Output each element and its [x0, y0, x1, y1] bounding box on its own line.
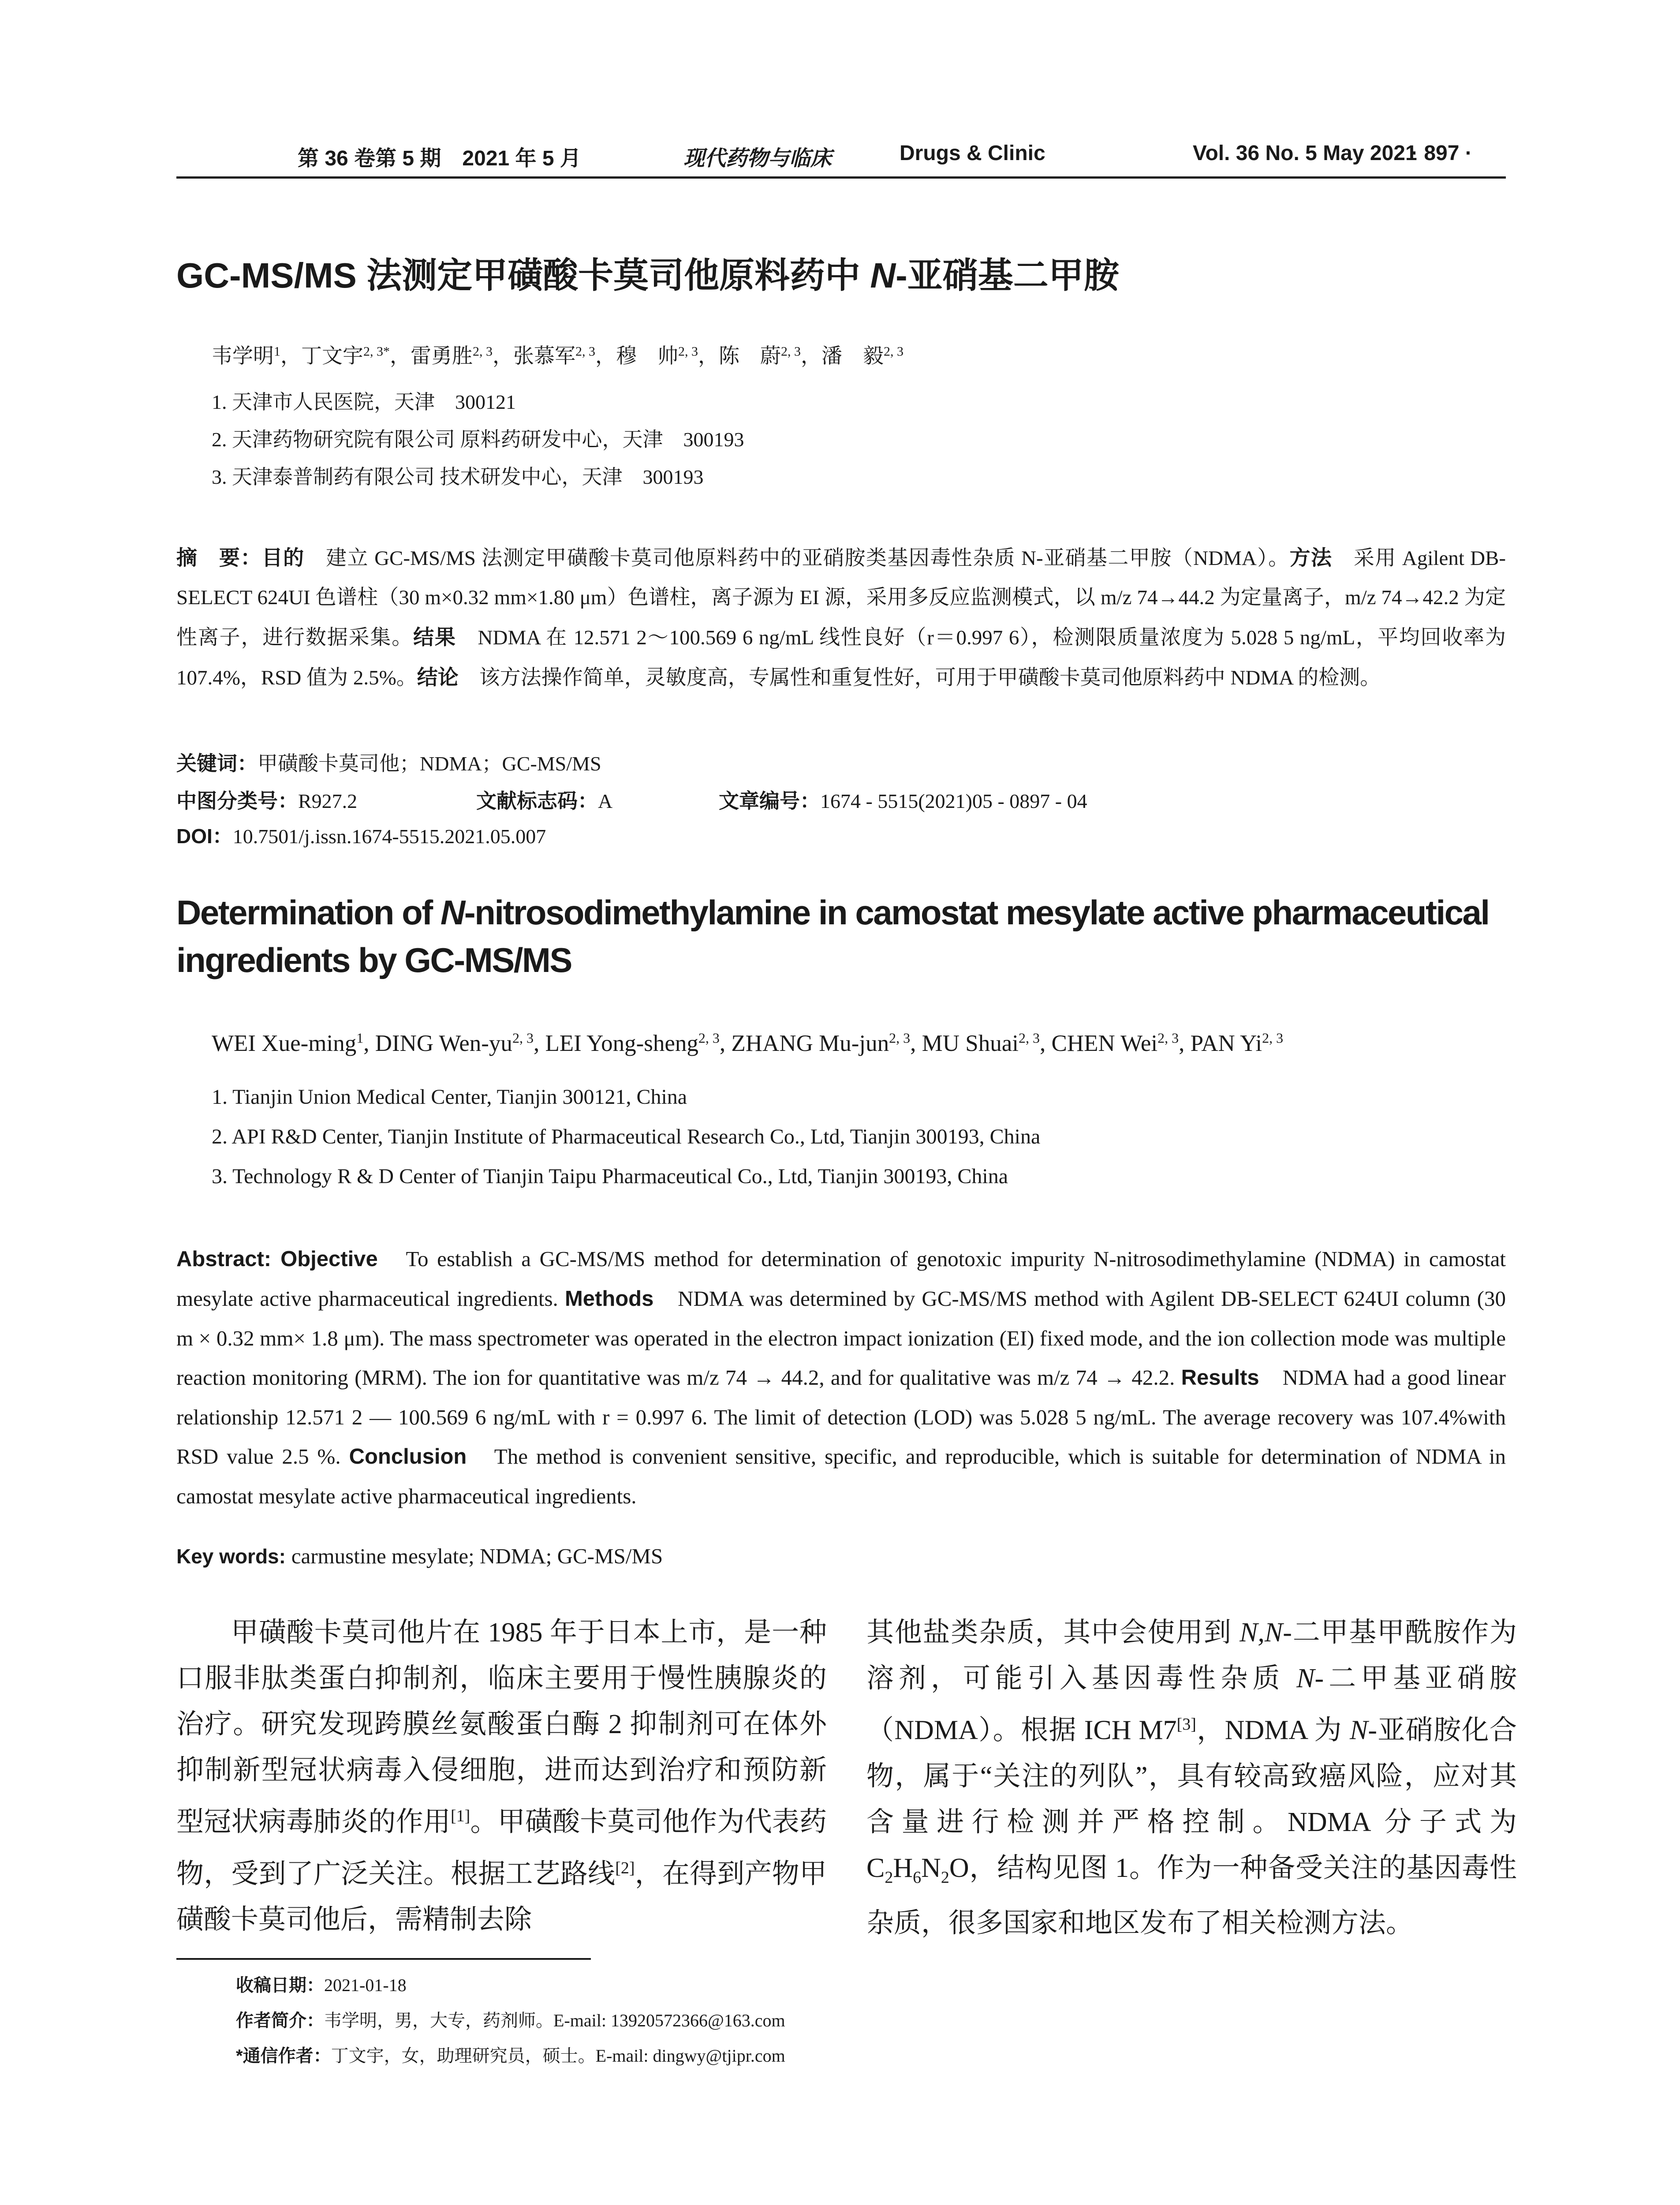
affiliation-en-1: 1. Tianjin Union Medical Center, Tianjin 300121, China	[212, 1085, 687, 1109]
journal-name-cn: 现代药物与临床	[683, 146, 832, 171]
page-number: · 897 ·	[1411, 142, 1472, 165]
keywords-cn: 关键词：甲磺酸卡莫司他；NDMA；GC-MS/MS	[176, 752, 601, 775]
title-cn: GC-MS/MS 法测定甲磺酸卡莫司他原料药中 N-亚硝基二甲胺	[176, 256, 1119, 295]
abstract-cn: 摘 要：目的 建立 GC-MS/MS 法测定甲磺酸卡莫司他原料药中的亚硝胺类基因毒性杂质 N-亚硝基二甲胺（NDMA）。方法 采用 Agilent DB-SELECT 624UI 色谱柱（30 m×0.32 mm×1.80 μm）色谱柱，离子源为 EI 源，采用多反应监测模式，以 m/z 74→44.2 为定量离子，m/z 74→42.2 为定性离子，进行数据采集。结果 NDMA 在 12.571 2～100.569 6 ng/mL 线性良好（r＝0.997 6），检测限质量浓度为 5.028 5 ng/mL，平均回收率为 107.4%，RSD 值为 2.5%。结论 该方法操作简单，灵敏度高，专属性和重复性好，可用于甲磺酸卡莫司他原料药中 NDMA 的检测。	[176, 546, 1506, 689]
en-author-3: ZHANG Mu-jun$^{2, 3}$	[731, 1030, 911, 1056]
cn-author-2: 雷勇胜$^{2, 3}$	[411, 344, 493, 368]
affiliation-cn-1: 1. 天津市人民医院，天津 300121	[212, 391, 516, 413]
cn-author-5: 陈 蔚$^{2, 3}$	[719, 344, 801, 368]
affiliation-cn-3: 3. 天津泰普制药有限公司 技术研发中心，天津 300193	[212, 466, 704, 488]
footnote-received: 收稿日期：2021-01-18	[236, 1975, 407, 1995]
issue-cn: 第 36 卷第 5 期 2021 年 5 月	[298, 147, 581, 170]
affiliation-cn-2: 2. 天津药物研究院有限公司 原料药研发中心，天津 300193	[212, 428, 744, 451]
body-column-right: 其他盐类杂质，其中会使用到 N,N-二甲基甲酰胺作为溶剂，可能引入基因毒性杂质 N-二甲基亚硝胺（NDMA）。根据 ICH M7[3]，NDMA 为 N-亚硝胺化合物，属于“关注的列队”，具有较高致癌风险，应对其含量进行检测并严格控制。NDMA 分子式为 $C_2H_6N_2O$，结构见图 1。作为一种备受关注的基因毒性杂质，很多国家和地区发布了相关检测方法。	[866, 1618, 1517, 1939]
issue-en: Vol. 36 No. 5 May 2021	[1193, 142, 1417, 165]
authors-en: WEI Xue-ming$^1$, DING Wen-yu$^{2, 3}$, LEI Yong-sheng$^{2, 3}$, ZHANG Mu-jun$^{2, 3}$, MU Shuai$^{2, 3}$, CHEN Wei$^{2, 3}$, PAN Yi$^{2, 3}$	[212, 1030, 1284, 1056]
authors-cn: 韦学明$^1$，丁文宇$^{2, 3*}$，雷勇胜$^{2, 3}$，张慕军$^{2, 3}$，穆 帅$^{2, 3}$，陈 蔚$^{2, 3}$，潘 毅$^{2, 3}$	[212, 344, 903, 368]
cn-author-1: 丁文宇$^{2, 3*}$	[301, 344, 390, 368]
abstract-en: Abstract: Objective To establish a GC-MS/MS method for determination of genotoxic impurity N-nitrosodimethylamine (NDMA) in camostat mesylate active pharmaceutical ingredients. Methods NDMA was determined by GC-MS/MS method with Agilent DB-SELECT 624UI column (30 m × 0.32 mm× 1.8 μm). The mass spectrometer was operated in the electron impact ionization (EI) fixed mode, and the ion collection mode was multiple reaction monitoring (MRM). The ion for quantitative was m/z 74 → 44.2, and for qualitative was m/z 74 → 42.2. Results NDMA had a good linear relationship 12.571 2 — 100.569 6 ng/mL with r = 0.997 6. The limit of detection (LOD) was 5.028 5 ng/mL. The average recovery was 107.4%with RSD value 2.5 %. Conclusion The method is convenient sensitive, specific, and reproducible, which is suitable for determination of NDMA in camostat mesylate active pharmaceutical ingredients.	[176, 1247, 1506, 1508]
en-author-6: PAN Yi$^{2, 3}$	[1190, 1030, 1284, 1056]
title-en: Determination of N-nitrosodimethylamine in camostat mesylate active pharmaceutical ingredients by GC-MS/MS	[176, 893, 1489, 979]
keywords-en: Key words: carmustine mesylate; NDMA; GC-MS/MS	[176, 1544, 663, 1568]
en-author-1: DING Wen-yu$^{2, 3}$	[375, 1030, 534, 1056]
footnote-corresponding: *通信作者：丁文宇，女，助理研究员，硕士。E-mail: dingwy@tjipr.com	[236, 2046, 785, 2066]
affiliation-en-2: 2. API R&D Center, Tianjin Institute of Pharmaceutical Research Co., Ltd, Tianjin 300193, China	[212, 1125, 1041, 1148]
body-column-left: 甲磺酸卡莫司他片在 1985 年于日本上市，是一种口服非肽类蛋白抑制剂，临床主要用于慢性胰腺炎的治疗。研究发现跨膜丝氨酸蛋白酶 2 抑制剂可在体外抑制新型冠状病毒入侵细胞，进而达到治疗和预防新型冠状病毒肺炎的作用[1]。甲磺酸卡莫司他作为代表药物，受到了广泛关注。根据工艺路线[2]，在得到产物甲磺酸卡莫司他后，需精制去除	[176, 1618, 827, 1935]
header-rule	[176, 176, 1506, 179]
en-author-5: CHEN Wei$^{2, 3}$	[1051, 1030, 1179, 1056]
cn-author-6: 潘 毅$^{2, 3}$	[821, 344, 903, 368]
affiliation-en-3: 3. Technology R & D Center of Tianjin Taipu Pharmaceutical Co., Ltd, Tianjin 300193, China	[212, 1165, 1008, 1188]
doi: DOI：10.7501/j.issn.1674-5515.2021.05.007	[176, 825, 546, 848]
en-author-2: LEI Yong-sheng$^{2, 3}$	[545, 1030, 720, 1056]
en-author-0: WEI Xue-ming$^1$	[212, 1030, 364, 1056]
running-header	[176, 141, 1504, 181]
journal-name-en: Drugs & Clinic	[900, 142, 1045, 165]
footnote-rule	[176, 1958, 591, 1960]
cn-author-4: 穆 帅$^{2, 3}$	[616, 344, 698, 368]
footnote-author-bio: 作者简介：韦学明，男，大专，药剂师。E-mail: 13920572366@163.com	[236, 2011, 785, 2030]
cn-author-3: 张慕军$^{2, 3}$	[513, 344, 595, 368]
cn-author-0: 韦学明$^1$	[212, 344, 280, 368]
en-author-4: MU Shuai$^{2, 3}$	[922, 1030, 1040, 1056]
